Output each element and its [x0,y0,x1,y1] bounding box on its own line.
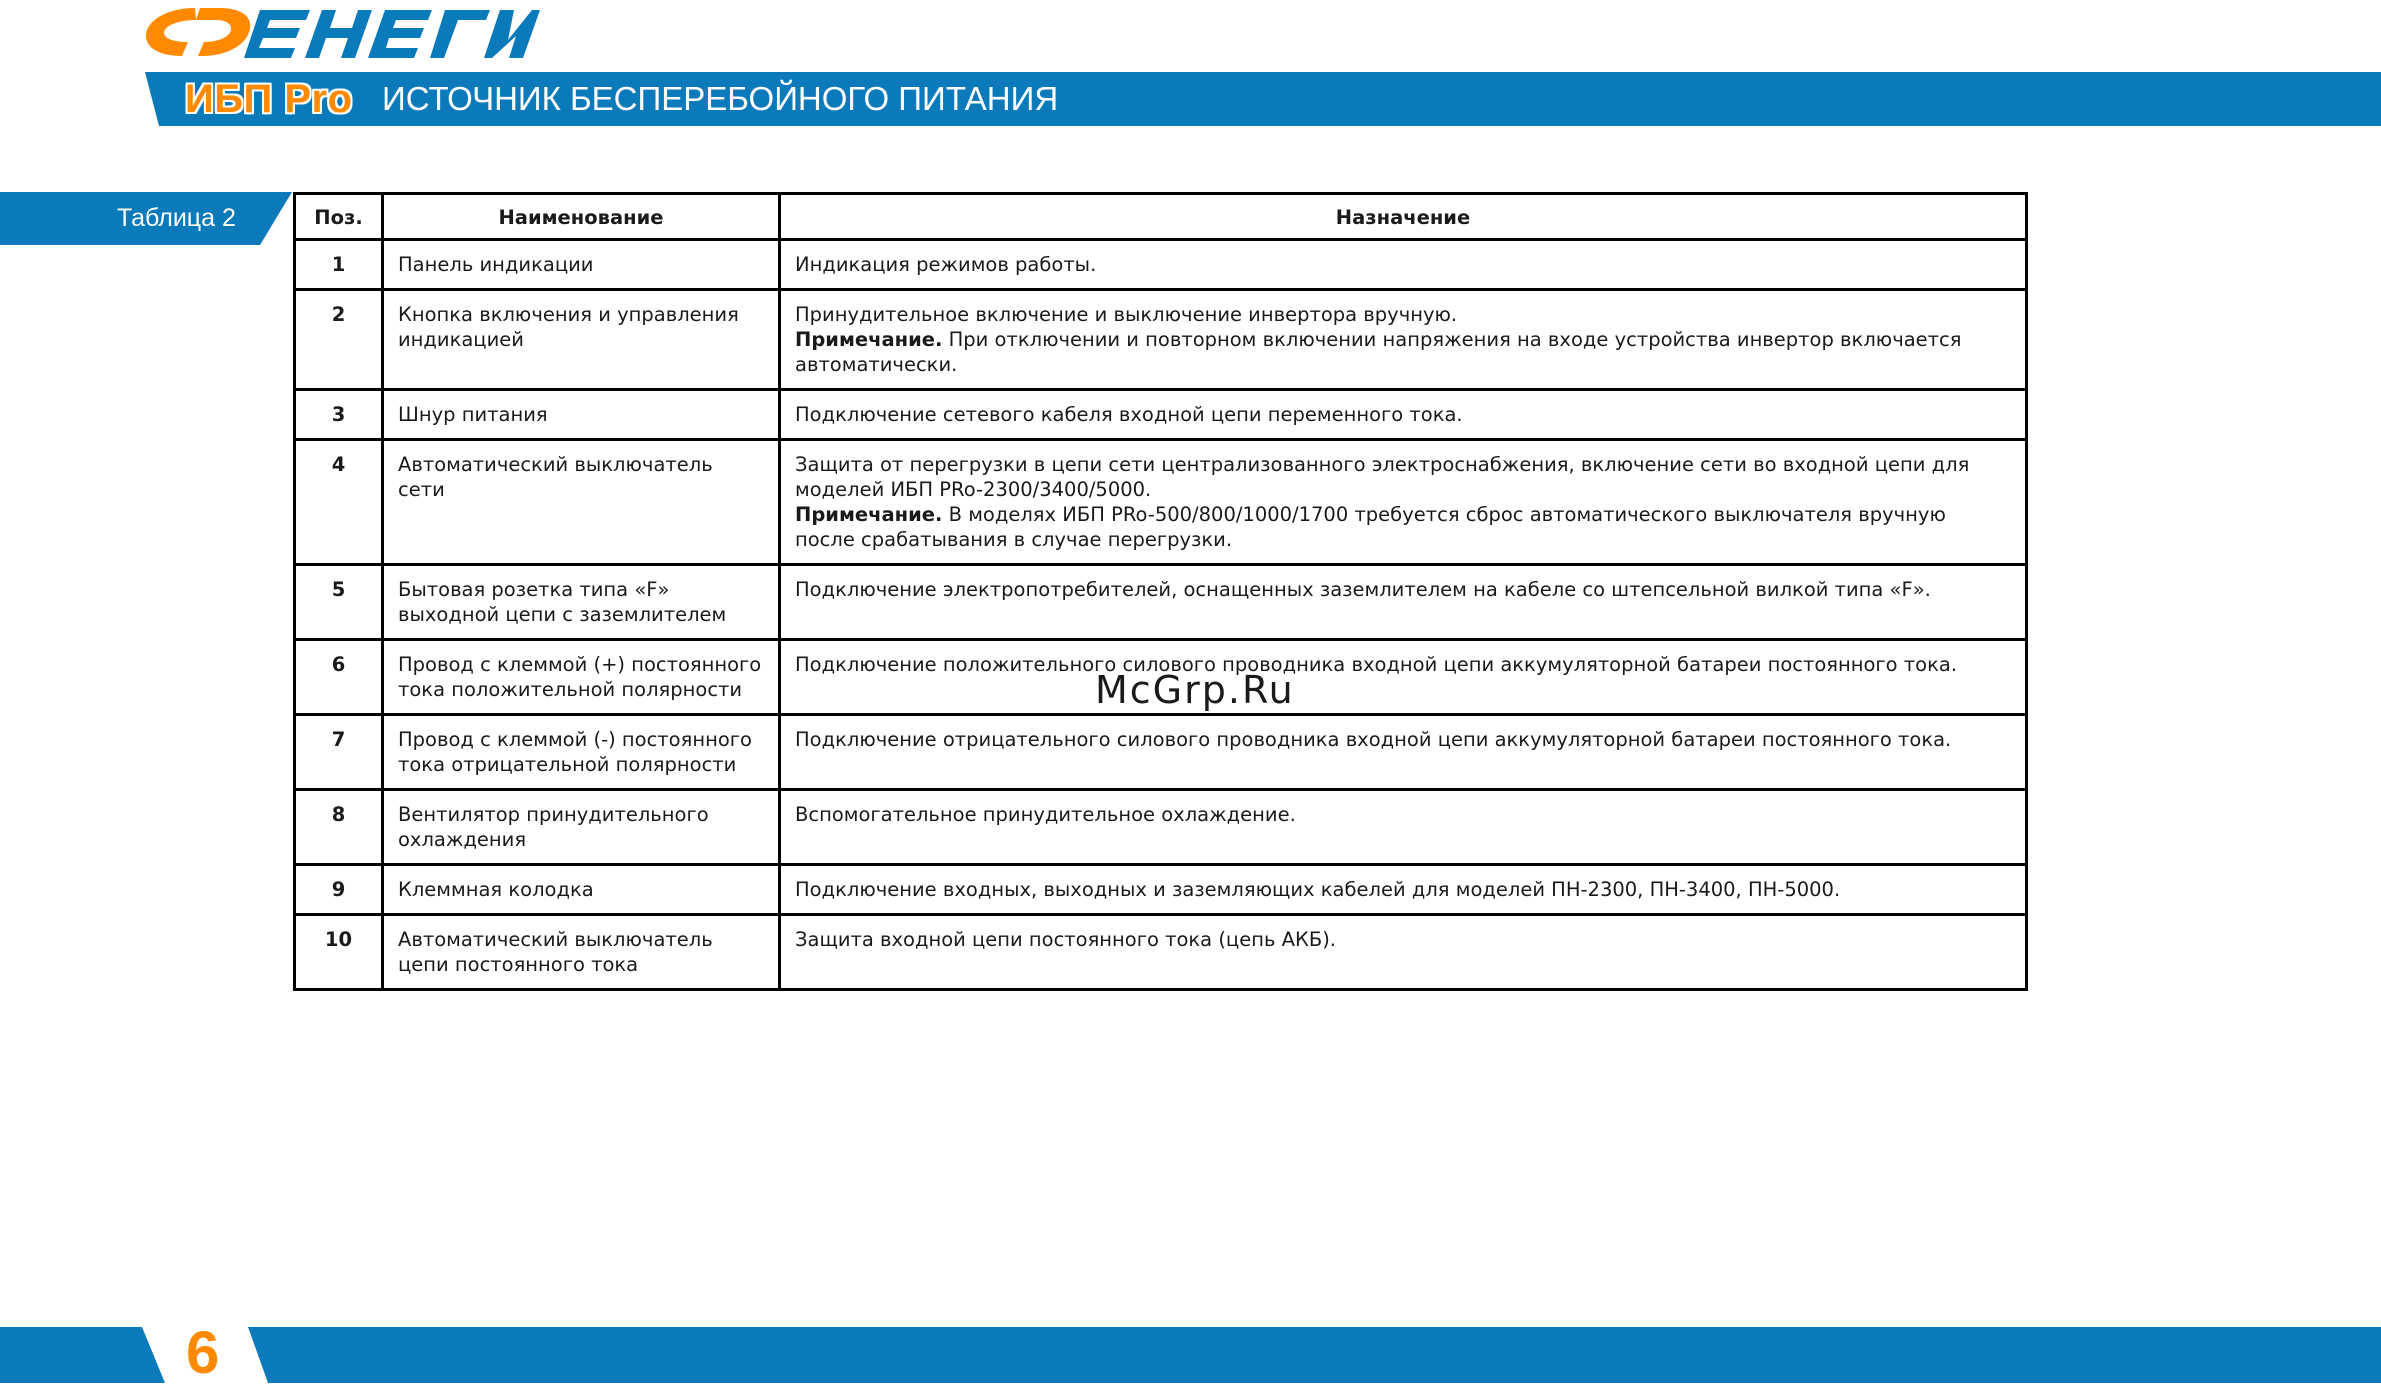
table-row [295,915,2027,990]
row-component-name: Бытовая розетка типа «F» выходной цепи с заземлителем [383,565,780,640]
brand-logo [140,0,540,70]
table-row [295,565,2027,640]
footer-band-left [0,1327,165,1383]
purpose-text: Подключение электропотребителей, оснащенных заземлителем на кабеле со штепсельной вилкой типа «F». [795,578,1931,601]
row-position: 6 [295,640,383,715]
row-position: 1 [295,240,383,290]
table-row [295,715,2027,790]
row-purpose [780,565,2027,640]
row-component-name: Панель индикации [383,240,780,290]
purpose-text: Защита входной цепи постоянного тока (цепь АКБ). [795,928,1337,951]
row-position: 9 [295,865,383,915]
page-number: 6 [186,1319,220,1386]
purpose-text: Индикация режимов работы. [795,253,1097,276]
table-caption: Таблица 2 [117,204,236,232]
row-purpose [780,915,2027,990]
row-component-name: Вентилятор принудительного охлаждения [383,790,780,865]
note-text: В моделях ИБП PRo-500/800/1000/1700 требуется сброс автоматического выключателя вручную после срабатывания в случае перегрузки. [795,503,1946,551]
purpose-text: Подключение сетевого кабеля входной цепи переменного тока. [795,403,1463,426]
table-header-row [295,194,2027,240]
note-label: Примечание. [795,328,943,351]
row-position: 7 [295,715,383,790]
column-header-purpose: Назначение [780,194,2027,240]
row-purpose [780,640,2027,715]
note-label: Примечание. [795,503,943,526]
note-text: При отключении и повторном включении напряжения на входе устройства инвертор включается автоматически. [795,328,1962,376]
column-header-name: Наименование [383,194,780,240]
row-purpose [780,865,2027,915]
table-row [295,390,2027,440]
row-component-name: Шнур питания [383,390,780,440]
row-purpose [780,390,2027,440]
product-series: ИБП Pro [185,77,353,121]
purpose-text: Подключение входных, выходных и заземляющих кабелей для моделей ПН-2300, ПН-3400, ПН-5000. [795,878,1841,901]
table-row [295,865,2027,915]
row-position: 10 [295,915,383,990]
column-header-pos: Поз. [295,194,383,240]
purpose-text: Подключение положительного силового проводника входной цепи аккумуляторной батареи постоянного тока. [795,653,1958,676]
purpose-text: Защита от перегрузки в цепи сети централизованного электроснабжения, включение сети во входной цепи для моделей ИБП PRo-2300/3400/5000. [795,453,1970,501]
footer-band-right [248,1327,2381,1383]
table-row [295,790,2027,865]
row-purpose [780,290,2027,390]
row-component-name: Провод с клеммой (+) постоянного тока положительной полярности [383,640,780,715]
row-position: 8 [295,790,383,865]
row-purpose [780,790,2027,865]
row-position: 3 [295,390,383,440]
row-component-name: Провод с клеммой (-) постоянного тока отрицательной полярности [383,715,780,790]
row-purpose [780,715,2027,790]
table-row [295,290,2027,390]
row-component-name: Кнопка включения и управления индикацией [383,290,780,390]
components-table [293,192,2028,991]
energia-logo-icon [140,0,540,70]
purpose-text: Вспомогательное принудительное охлаждение. [795,803,1296,826]
row-position: 4 [295,440,383,565]
row-component-name: Автоматический выключатель сети [383,440,780,565]
purpose-note [795,502,2011,552]
row-component-name: Автоматический выключатель цепи постоянного тока [383,915,780,990]
purpose-text: Подключение отрицательного силового проводника входной цепи аккумуляторной батареи постоянного тока. [795,728,1952,751]
row-position: 5 [295,565,383,640]
row-purpose [780,440,2027,565]
row-purpose [780,240,2027,290]
purpose-text: Принудительное включение и выключение инвертора вручную. [795,303,1458,326]
purpose-note [795,327,2011,377]
watermark: McGrp.Ru [1095,668,1295,712]
table-row [295,240,2027,290]
page-title: ИСТОЧНИК БЕСПЕРЕБОЙНОГО ПИТАНИЯ [382,80,1059,117]
table-row [295,440,2027,565]
row-position: 2 [295,290,383,390]
row-component-name: Клеммная колодка [383,865,780,915]
